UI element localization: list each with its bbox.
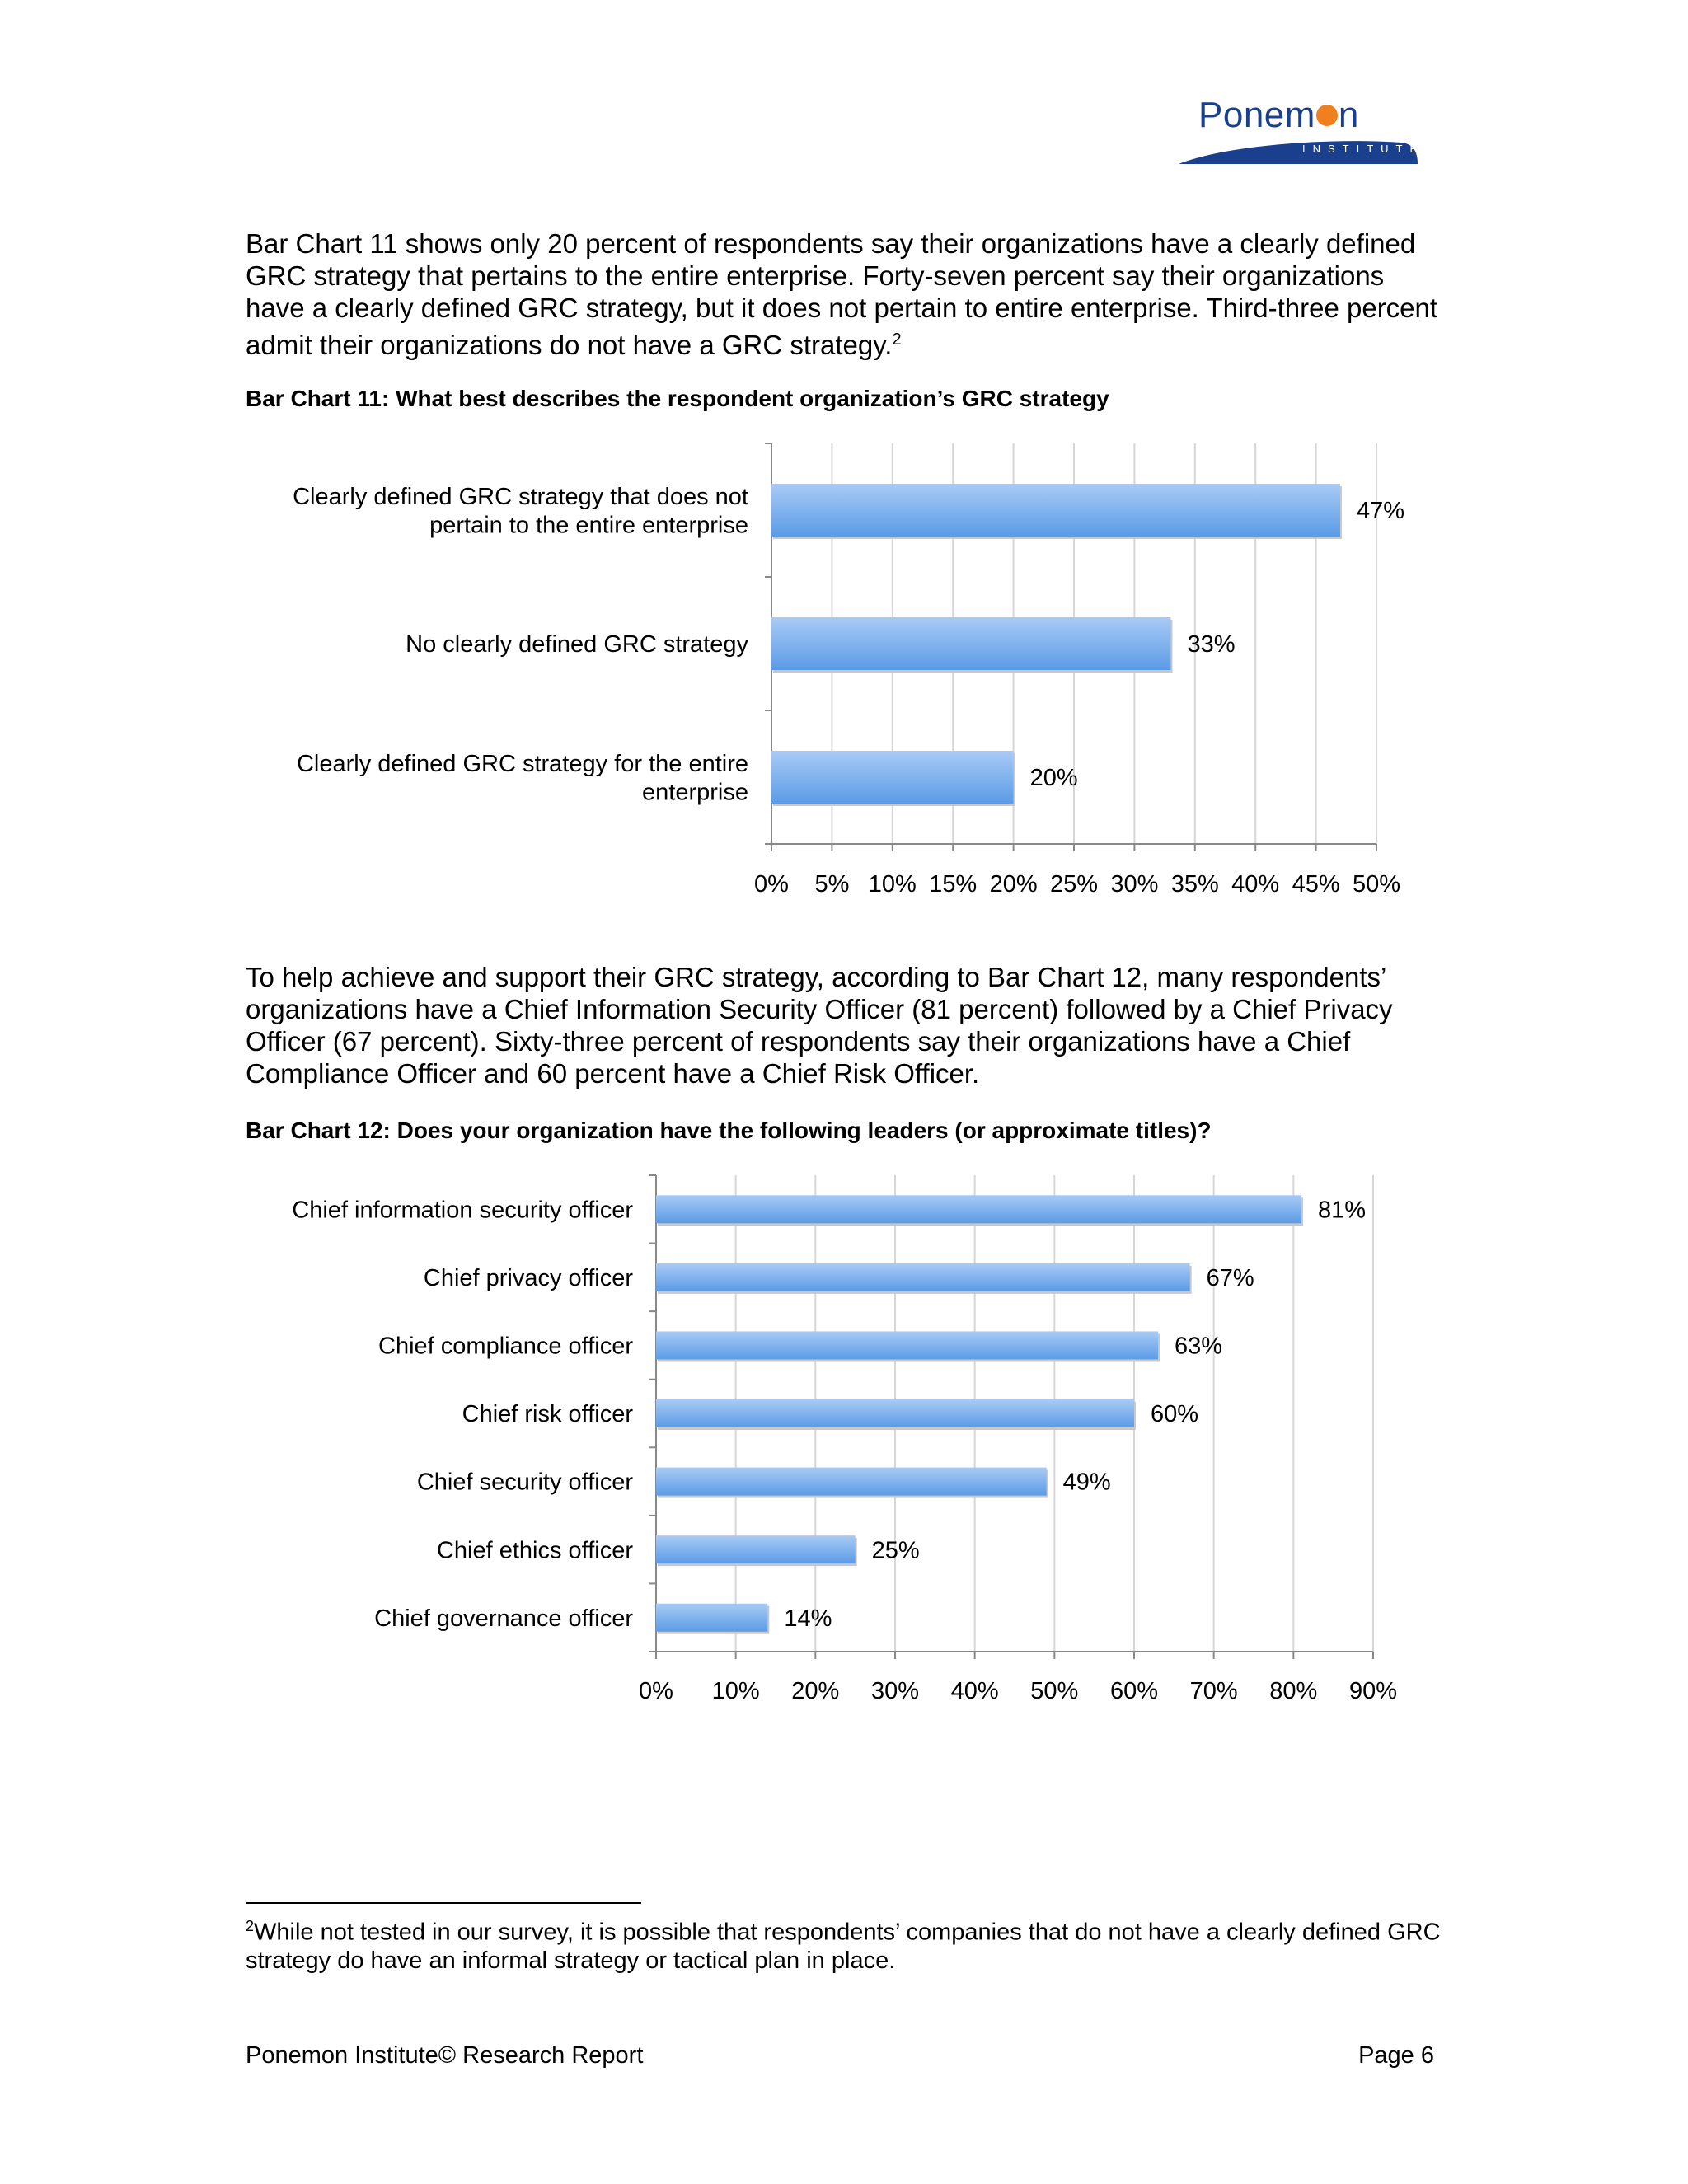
footer-report-name: Ponemon Institute© Research Report bbox=[246, 2042, 644, 2069]
chart11 bbox=[0, 429, 1688, 907]
x-tick-label: 80% bbox=[1269, 1678, 1318, 1704]
x-tick-label: 35% bbox=[1170, 871, 1219, 898]
footnote: $^2$While not tested in our survey, it is possible that respondents’ companies that do not have a clearly defined GRC strategy do have an informal strategy or tactical plan in place. bbox=[246, 1918, 1441, 1974]
data-label: 60% bbox=[1151, 1401, 1199, 1428]
bar bbox=[656, 1263, 1190, 1291]
category-label: Chief ethics officer bbox=[436, 1537, 633, 1564]
bar bbox=[771, 751, 1014, 804]
category-label: Chief compliance officer bbox=[378, 1333, 633, 1360]
x-tick-label: 25% bbox=[1049, 871, 1099, 898]
x-tick-label: 0% bbox=[639, 1678, 673, 1704]
x-tick-label: 5% bbox=[814, 871, 850, 898]
x-tick-label: 45% bbox=[1292, 871, 1340, 898]
bar bbox=[771, 617, 1170, 670]
data-label: 47% bbox=[1356, 498, 1405, 525]
x-tick-label: 30% bbox=[870, 1678, 920, 1704]
ponemon-logo bbox=[1179, 95, 1425, 165]
logo-wordmark: Ponem n bbox=[1198, 95, 1359, 135]
x-tick-label: 50% bbox=[1352, 871, 1401, 898]
bar bbox=[771, 484, 1340, 537]
chart12-caption: Bar Chart 12: Does your organization have the following leaders (or approximate titles)? bbox=[246, 1118, 1212, 1143]
footnote-number: 2 bbox=[246, 1918, 255, 1934]
x-tick-label: 20% bbox=[791, 1678, 840, 1704]
x-tick-label: 10% bbox=[711, 1678, 760, 1704]
category-label: Chief governance officer bbox=[374, 1605, 633, 1632]
data-label: 14% bbox=[784, 1605, 832, 1632]
x-tick-label: 90% bbox=[1348, 1678, 1398, 1704]
category-label: enterprise bbox=[642, 779, 748, 806]
data-label: 81% bbox=[1318, 1197, 1367, 1224]
logo-subtitle: INSTITUTE bbox=[1302, 143, 1425, 155]
bar bbox=[656, 1195, 1301, 1223]
bar bbox=[656, 1468, 1047, 1496]
data-label: 49% bbox=[1062, 1469, 1111, 1496]
data-label: 63% bbox=[1175, 1333, 1223, 1360]
intro-paragraph: Bar Chart 11 shows only 20 percent of respondents say their organizations have a clearly defined GRC strategy that pertains to the entire enterprise. Forty-seven percent say their organizations have a clearly defined GRC strategy, but it does not pertain to entire enterprise. Third-three percent admit their organizations do not have a GRC strategy.$^2$ bbox=[246, 228, 1438, 360]
data-label: 25% bbox=[871, 1537, 920, 1564]
x-tick-label: 50% bbox=[1030, 1678, 1079, 1704]
category-label: pertain to the entire enterprise bbox=[429, 512, 748, 539]
bar bbox=[656, 1535, 856, 1563]
data-label: 67% bbox=[1206, 1265, 1254, 1292]
x-tick-label: 10% bbox=[868, 871, 917, 898]
category-label: Clearly defined GRC strategy that does not bbox=[293, 483, 748, 510]
footnote-ref: 2 bbox=[892, 330, 902, 349]
data-label: 33% bbox=[1187, 631, 1236, 658]
chart11-caption: Bar Chart 11: What best describes the respondent organization’s GRC strategy bbox=[246, 386, 1109, 411]
x-tick-label: 20% bbox=[989, 871, 1038, 898]
x-tick-label: 40% bbox=[1231, 871, 1280, 898]
category-label: Chief security officer bbox=[416, 1469, 633, 1496]
x-tick-label: 40% bbox=[950, 1678, 999, 1704]
category-label: Clearly defined GRC strategy for the entire bbox=[296, 750, 748, 777]
bar bbox=[656, 1331, 1158, 1359]
bar bbox=[656, 1399, 1134, 1427]
category-label: Chief privacy officer bbox=[423, 1265, 633, 1292]
bar bbox=[656, 1604, 767, 1632]
x-tick-label: 15% bbox=[929, 871, 978, 898]
category-label: No clearly defined GRC strategy bbox=[406, 631, 748, 658]
x-tick-label: 30% bbox=[1110, 871, 1159, 898]
data-label: 20% bbox=[1029, 765, 1078, 792]
leaders-paragraph: To help achieve and support their GRC strategy, according to Bar Chart 12, many respondents’ organizations have a Chief Information Security Officer (81 percent) followed by a Chief Privacy Officer (67 percent). Sixty-three percent of respondents say their organizations have a Chief Compliance Officer and 60 percent have a Chief Risk Officer. bbox=[246, 962, 1393, 1089]
logo-dot-icon bbox=[1316, 105, 1338, 126]
x-tick-label: 70% bbox=[1189, 1678, 1238, 1704]
category-label: Chief information security officer bbox=[292, 1197, 633, 1224]
chart12 bbox=[0, 1162, 1688, 1722]
x-tick-label: 60% bbox=[1109, 1678, 1159, 1704]
category-label: Chief risk officer bbox=[462, 1401, 633, 1428]
x-tick-label: 0% bbox=[754, 871, 789, 898]
footnote-rule bbox=[246, 1902, 641, 1904]
footer-page-number: Page 6 bbox=[1358, 2042, 1434, 2069]
